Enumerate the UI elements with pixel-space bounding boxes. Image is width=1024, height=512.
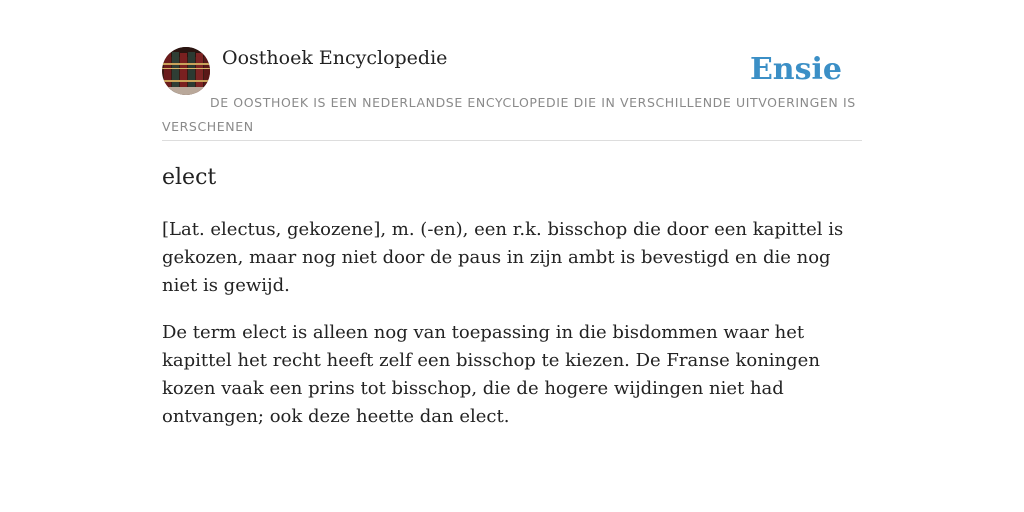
- source-header: [162, 46, 862, 141]
- entry-paragraph-1: [Lat. electus, gekozene], m. (-en), een r.k. bisschop die door een kapittel is gekozen, maar nog niet door de paus in zijn ambt is bevestigd en die nog niet is gewijd.: [162, 219, 844, 296]
- entry-title: elect: [162, 165, 217, 190]
- source-title[interactable]: Oosthoek Encyclopedie: [222, 47, 448, 69]
- entry-paragraph-2: De term elect is alleen nog van toepassing in die bisdommen waar het kapittel het recht heeft zelf een bisschop te kiezen. De Franse koningen kozen vaak een prins tot bisschop, die de hogere wijdingen niet had ontvangen; ook deze heette dan elect.: [162, 322, 820, 427]
- source-description: DE OOSTHOEK IS EEN NEDERLANDSE ENCYCLOPEDIE DIE IN VERSCHILLENDE UITVOERINGEN IS VERSCHENEN: [162, 95, 856, 134]
- encyclopedia-books-icon[interactable]: [162, 47, 210, 95]
- entry-content: [162, 162, 862, 431]
- ensie-logo[interactable]: Ensie: [749, 52, 842, 87]
